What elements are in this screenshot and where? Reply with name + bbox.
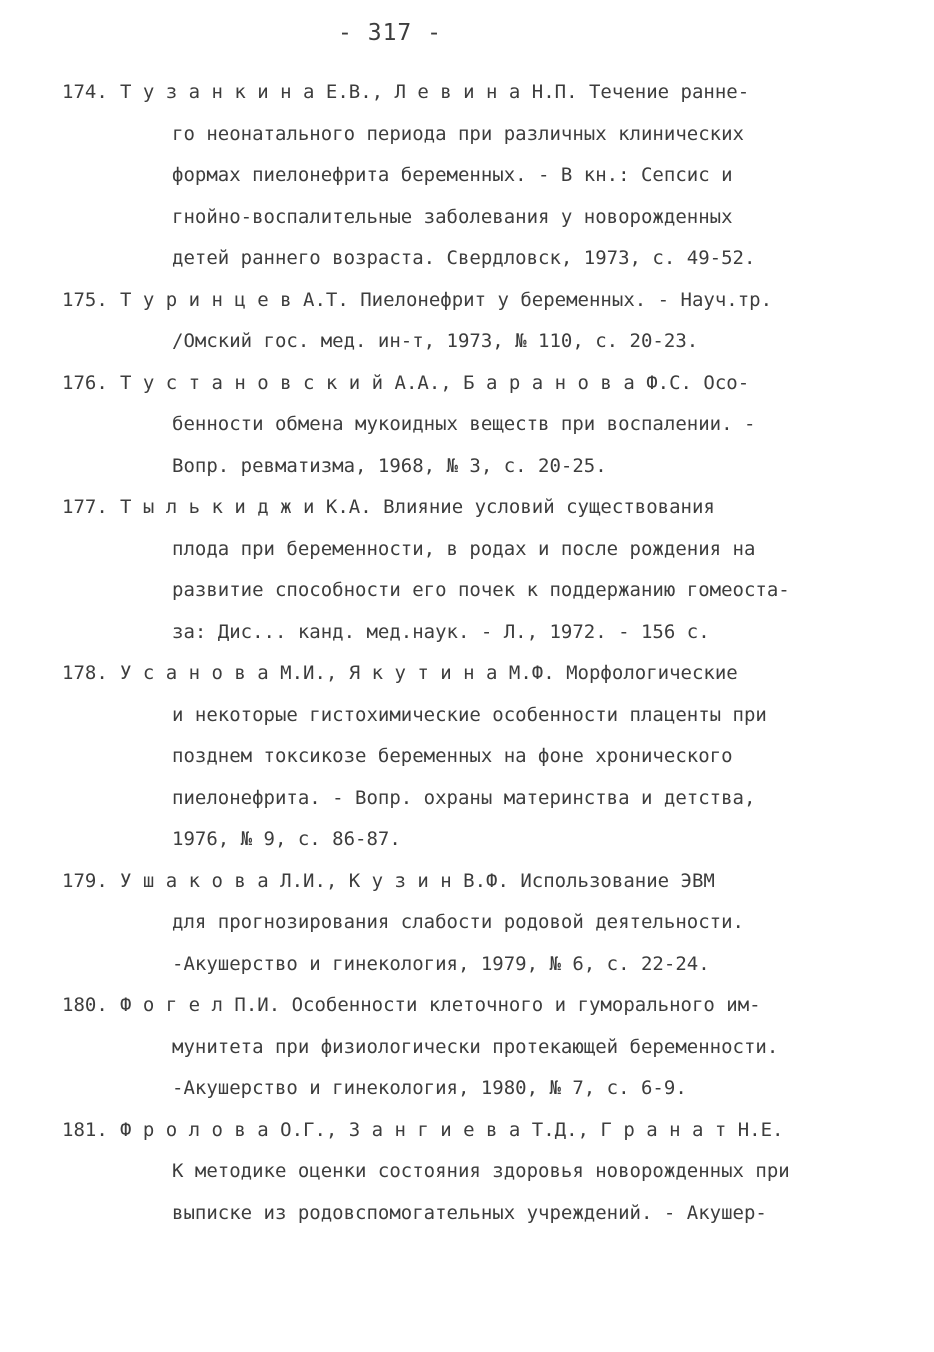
entry-text: Т ы л ь к и д ж и К.А. Влияние условий существования [120,496,715,518]
entry-line: 1976, № 9, с. 86-87. [172,828,401,850]
entry-line: мунитета при физиологически протекающей беременности. [172,1035,779,1058]
entry-line: гнойно-воспалительные заболевания у новорожденных [172,205,733,228]
bibliography-entry-175 [62,280,877,363]
entry-line: за: Дис... канд. мед.наук. - Л., 1972. - 156 с. [172,620,710,643]
entry-number: 180. [62,994,108,1016]
entry-line: развитие способности его почек к поддержанию гомеоста- [172,579,790,601]
entry-line: позднем токсикозе беременных на фоне хронического [172,745,733,767]
entry-first-line [62,861,877,903]
entry-text: Т у з а н к и н а Е.В., Л е в и н а Н.П. Течение ранне- [120,81,750,103]
entry-text: Ф о г е л П.И. Особенности клеточного и гуморального им- [120,994,761,1016]
entry-line: -Акушерство и гинекология, 1979, № 6, с. 22-24. [172,952,710,975]
entry-first-line [62,653,877,695]
entry-line: и некоторые гистохимические особенности плаценты при [172,703,767,726]
entry-line: бенности обмена мукоидных веществ при воспалении. - [172,413,756,435]
entry-number: 174. [62,81,108,103]
entry-first-line [62,985,877,1027]
entry-line: пиелонефрита. - Вопр. охраны материнства и детства, [172,786,756,809]
entry-line: К методике оценки состояния здоровья новорожденных при [172,1160,790,1182]
entry-line: го неонатального периода при различных клинических [172,122,744,145]
bibliography-entry-174 [62,72,877,280]
entry-number: 181. [62,1118,108,1141]
entry-line: для прогнозирования слабости родовой деятельности. [172,911,744,933]
entry-first-line [62,72,877,114]
bibliography-entry-180 [62,985,877,1110]
bibliography-entry-176 [62,363,877,488]
entry-number: 179. [62,869,108,892]
entry-number: 178. [62,662,108,684]
bibliography-entry-179 [62,861,877,986]
page-number: - 317 - [338,20,442,46]
bibliography-entry-177 [62,487,877,653]
entry-number: 175. [62,288,108,311]
entry-line: выписке из родовспомогательных учреждений. - Акушер- [172,1201,767,1224]
entry-line: -Акушерство и гинекология, 1980, № 7, с. 6-9. [172,1077,687,1099]
entry-number: 176. [62,371,108,394]
entry-first-line [62,280,877,322]
bibliography-entry-178 [62,653,877,861]
bibliography-entry-181 [62,1110,877,1235]
entry-line: Вопр. ревматизма, 1968, № 3, с. 20-25. [172,454,607,477]
bibliography-list [62,72,877,1234]
entry-text: Т у р и н ц е в А.Т. Пиелонефрит у беременных. - Науч.тр. [120,288,773,311]
entry-text: У с а н о в а М.И., Я к у т и н а М.Ф. Морфологические [120,662,738,684]
entry-text: Т у с т а н о в с к и й А.А., Б а р а н о в а Ф.С. Осо- [120,371,750,394]
entry-first-line [62,1110,877,1152]
entry-line: формах пиелонефрита беременных. - В кн.: Сепсис и [172,164,733,186]
entry-text: Ф р о л о в а О.Г., З а н г и е в а Т.Д., Г р а н а т Н.Е. [120,1118,784,1141]
entry-first-line [62,363,877,405]
entry-text: У ш а к о в а Л.И., К у з и н В.Ф. Использование ЭВМ [120,869,715,892]
entry-first-line [62,487,877,529]
entry-line: детей раннего возраста. Свердловск, 1973, с. 49-52. [172,247,756,269]
entry-number: 177. [62,496,108,518]
entry-line: плода при беременности, в родах и после рождения на [172,537,756,560]
entry-line: /Омский гос. мед. ин-т, 1973, № 110, с. 20-23. [172,330,699,352]
